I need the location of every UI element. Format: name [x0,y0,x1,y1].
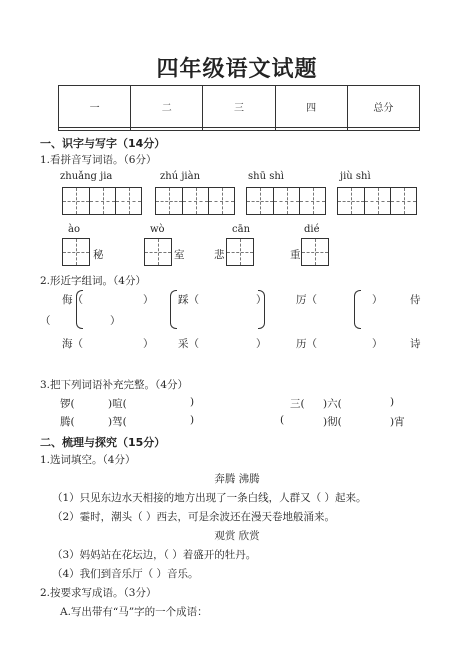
q3-r1-2: )喧( [108,398,127,410]
writing-grid-3[interactable] [246,187,326,215]
pinyin-7: cān [232,224,251,235]
q2-r1-c4: 侍 [410,294,421,306]
q2-label: 2.形近字组词。（4分） [40,275,146,287]
s2-q2-a: A.写出带有“马”字的一个成语： [60,606,208,618]
sentence-2: （2）霎时，潮头（ ）西去，可是余波还在漫天卷地般涌来。 [52,511,336,523]
q2-r1-c3: 厉（ [296,294,317,306]
q2-r2-c1: 海（ [62,338,83,350]
score-header-4: 四 [275,86,347,128]
sentence-3: （3）妈妈站在花坛边，（ ）着盛开的牡丹。 [52,549,257,561]
score-cell-total[interactable] [347,128,419,131]
q3-r1-4: 三( [290,398,305,410]
sentence-1: （1）只见东边水天相接的地方出现了一条白线，人群又（ ）起来。 [52,492,367,504]
q3-r2-3: ) [190,414,195,426]
score-cell-4[interactable] [275,128,347,131]
q3-r2-1: 腾( [60,416,75,428]
section1-title: 一、识字与写字（14分） [40,137,166,150]
s2-q2-label: 2.按要求写成语。（3分） [40,587,157,599]
q2-r1-c2: 踩（ [178,294,199,306]
section2-title: 二、梳理与探究（15分） [40,436,166,449]
writing-grid-1[interactable] [62,187,142,215]
pinyin-2: zhú jiàn [160,171,201,182]
brace-4 [354,290,361,329]
score-table-header-row [59,86,420,128]
score-cell-1[interactable] [59,128,131,131]
writing-grid-2[interactable] [155,187,235,215]
q2-mid-a: （ [40,315,51,327]
row2-char-2: 室 [174,249,185,261]
score-header-total: 总分 [347,86,419,128]
pinyin-8: dié [304,224,320,235]
pinyin-3: shū shì [248,171,284,182]
q2-r2-c2b: ） [256,338,267,350]
pinyin-6: wò [150,224,165,235]
q2-r2-c1b: ） [143,338,154,350]
pinyin-1: zhuǎng jia [60,171,113,182]
q2-r2-c4: 诗 [410,338,421,350]
q2-r2-c3: 历（ [296,338,317,350]
score-header-1: 一 [59,86,131,128]
row2-char-3: 悲 [214,249,225,261]
q3-r1-5: )六( [323,398,342,410]
q2-r1-c1: 侮（ [62,294,83,306]
q1-label: 1.看拼音写词语。（6分） [40,154,157,166]
brace-2 [170,290,177,329]
q3-r1-3: ) [190,396,195,408]
writing-grid-4[interactable] [337,187,417,215]
q3-r2-2: )驾( [108,416,127,428]
q3-r2-6: )宵 [390,416,405,428]
q3-r1-6: ) [390,396,395,408]
writing-grid-7[interactable] [226,238,254,266]
q3-r2-5: )彻( [323,416,342,428]
q2-r2-c3b: ） [372,338,383,350]
q2-r1-c3b: ） [372,294,383,306]
score-table-entry-row [59,128,420,131]
writing-grid-5[interactable] [62,238,90,266]
q2-r1-c2b: ） [256,294,267,306]
word-choice-1: 奔腾 沸腾 [214,473,260,485]
pinyin-5: ào [68,224,80,235]
q3-label: 3.把下列词语补充完整。（4分） [40,379,188,391]
q2-mid-b: ） [110,315,121,327]
q2-r2-c2: 采（ [178,338,199,350]
q3-r2-4: ( [280,414,285,426]
sentence-4: （4）我们到音乐厅（ ）音乐。 [52,568,199,580]
writing-grid-6[interactable] [144,238,172,266]
score-cell-3[interactable] [203,128,275,131]
score-table [58,85,420,131]
score-header-3: 三 [203,86,275,128]
s2-q1-label: 1.选词填空。（4分） [40,454,136,466]
score-cell-2[interactable] [131,128,203,131]
row2-char-4: 重 [290,249,301,261]
q3-r1-1: 锣( [60,398,75,410]
word-choice-2: 观赏 欣赏 [214,530,260,542]
score-header-2: 二 [131,86,203,128]
row2-char-1: 秘 [93,249,104,261]
writing-grid-8[interactable] [301,238,329,266]
q2-r1-c1b: ） [143,294,154,306]
pinyin-4: jiù shì [340,171,371,182]
page-title: 四年级语文试题 [156,57,318,82]
